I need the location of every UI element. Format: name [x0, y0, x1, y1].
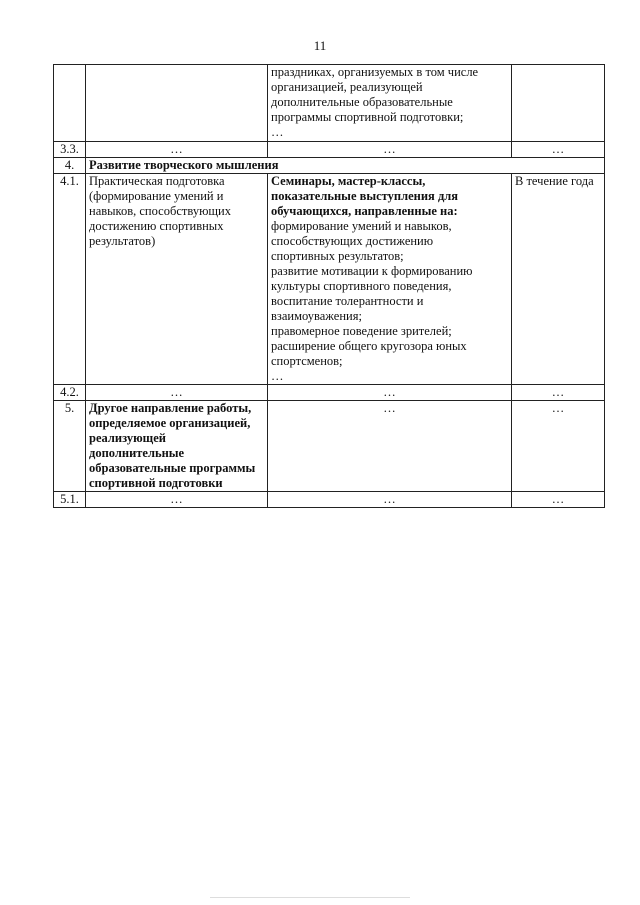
section-title: Развитие творческого мышления: [86, 158, 605, 174]
content-line: воспитание толерантности и: [271, 294, 424, 308]
direction-line: образовательные программы: [89, 461, 256, 475]
content-line: формирование умений и навыков,: [271, 219, 452, 233]
direction-cell: [86, 401, 268, 492]
direction-line: результатов): [89, 234, 156, 248]
direction-line: (формирование умений и: [89, 189, 224, 203]
direction-line: дополнительные: [89, 446, 185, 460]
direction-cell: …: [86, 492, 268, 508]
content-line: …: [271, 369, 284, 383]
direction-cell: [86, 174, 268, 385]
content-heading-line: показательные выступления для: [271, 189, 459, 203]
content-line: праздниках, организуемых в том числе: [271, 65, 479, 79]
content-cell: …: [268, 401, 512, 492]
row-number-cell: 4.1.: [54, 174, 86, 385]
table-row: [54, 401, 605, 492]
row-number-cell: [54, 65, 86, 142]
term-cell: В течение года: [512, 174, 605, 385]
content-cell: …: [268, 385, 512, 401]
content-cell: [268, 65, 512, 142]
direction-line: Практическая подготовка: [89, 174, 225, 188]
content-line: спортсменов;: [271, 354, 343, 368]
direction-line: определяемое организацией,: [89, 416, 251, 430]
direction-cell: …: [86, 385, 268, 401]
content-line: дополнительные образовательные: [271, 95, 453, 109]
direction-line: реализующей: [89, 431, 166, 445]
term-cell: …: [512, 492, 605, 508]
table-row: [54, 385, 605, 401]
row-number-cell: 3.3.: [54, 142, 86, 158]
content-line: взаимоуважения;: [271, 309, 362, 323]
content-line: правомерное поведение зрителей;: [271, 324, 452, 338]
direction-cell: [86, 65, 268, 142]
table-row: [54, 142, 605, 158]
table-row: [54, 174, 605, 385]
direction-line: спортивной подготовки: [89, 476, 223, 490]
row-number-cell: 4.: [54, 158, 86, 174]
row-number-cell: 5.: [54, 401, 86, 492]
content-line: спортивных результатов;: [271, 249, 404, 263]
direction-line: навыков, способствующих: [89, 204, 231, 218]
row-number-cell: 4.2.: [54, 385, 86, 401]
direction-line: достижению спортивных: [89, 219, 224, 233]
term-cell: [512, 65, 605, 142]
direction-line: Другое направление работы,: [89, 401, 252, 415]
scan-edge-line: [210, 897, 410, 898]
plan-table: [53, 64, 605, 508]
term-cell: …: [512, 142, 605, 158]
content-cell: …: [268, 492, 512, 508]
content-heading-line: Семинары, мастер-классы,: [271, 174, 426, 188]
content-line: организацией, реализующей: [271, 80, 423, 94]
content-line: культуры спортивного поведения,: [271, 279, 452, 293]
page-number: 11: [313, 38, 327, 53]
content-line: способствующих достижению: [271, 234, 434, 248]
direction-cell: …: [86, 142, 268, 158]
term-cell: …: [512, 401, 605, 492]
content-cell: …: [268, 142, 512, 158]
content-line: расширение общего кругозора юных: [271, 339, 467, 353]
content-heading-line: обучающихся, направленные на:: [271, 204, 458, 218]
row-number-cell: 5.1.: [54, 492, 86, 508]
term-cell: …: [512, 385, 605, 401]
table-row: [54, 65, 605, 142]
content-line: программы спортивной подготовки;: [271, 110, 464, 124]
content-line: …: [271, 125, 284, 139]
content-cell: [268, 174, 512, 385]
table-row: [54, 492, 605, 508]
content-line: развитие мотивации к формированию: [271, 264, 473, 278]
section-row: [54, 158, 605, 174]
